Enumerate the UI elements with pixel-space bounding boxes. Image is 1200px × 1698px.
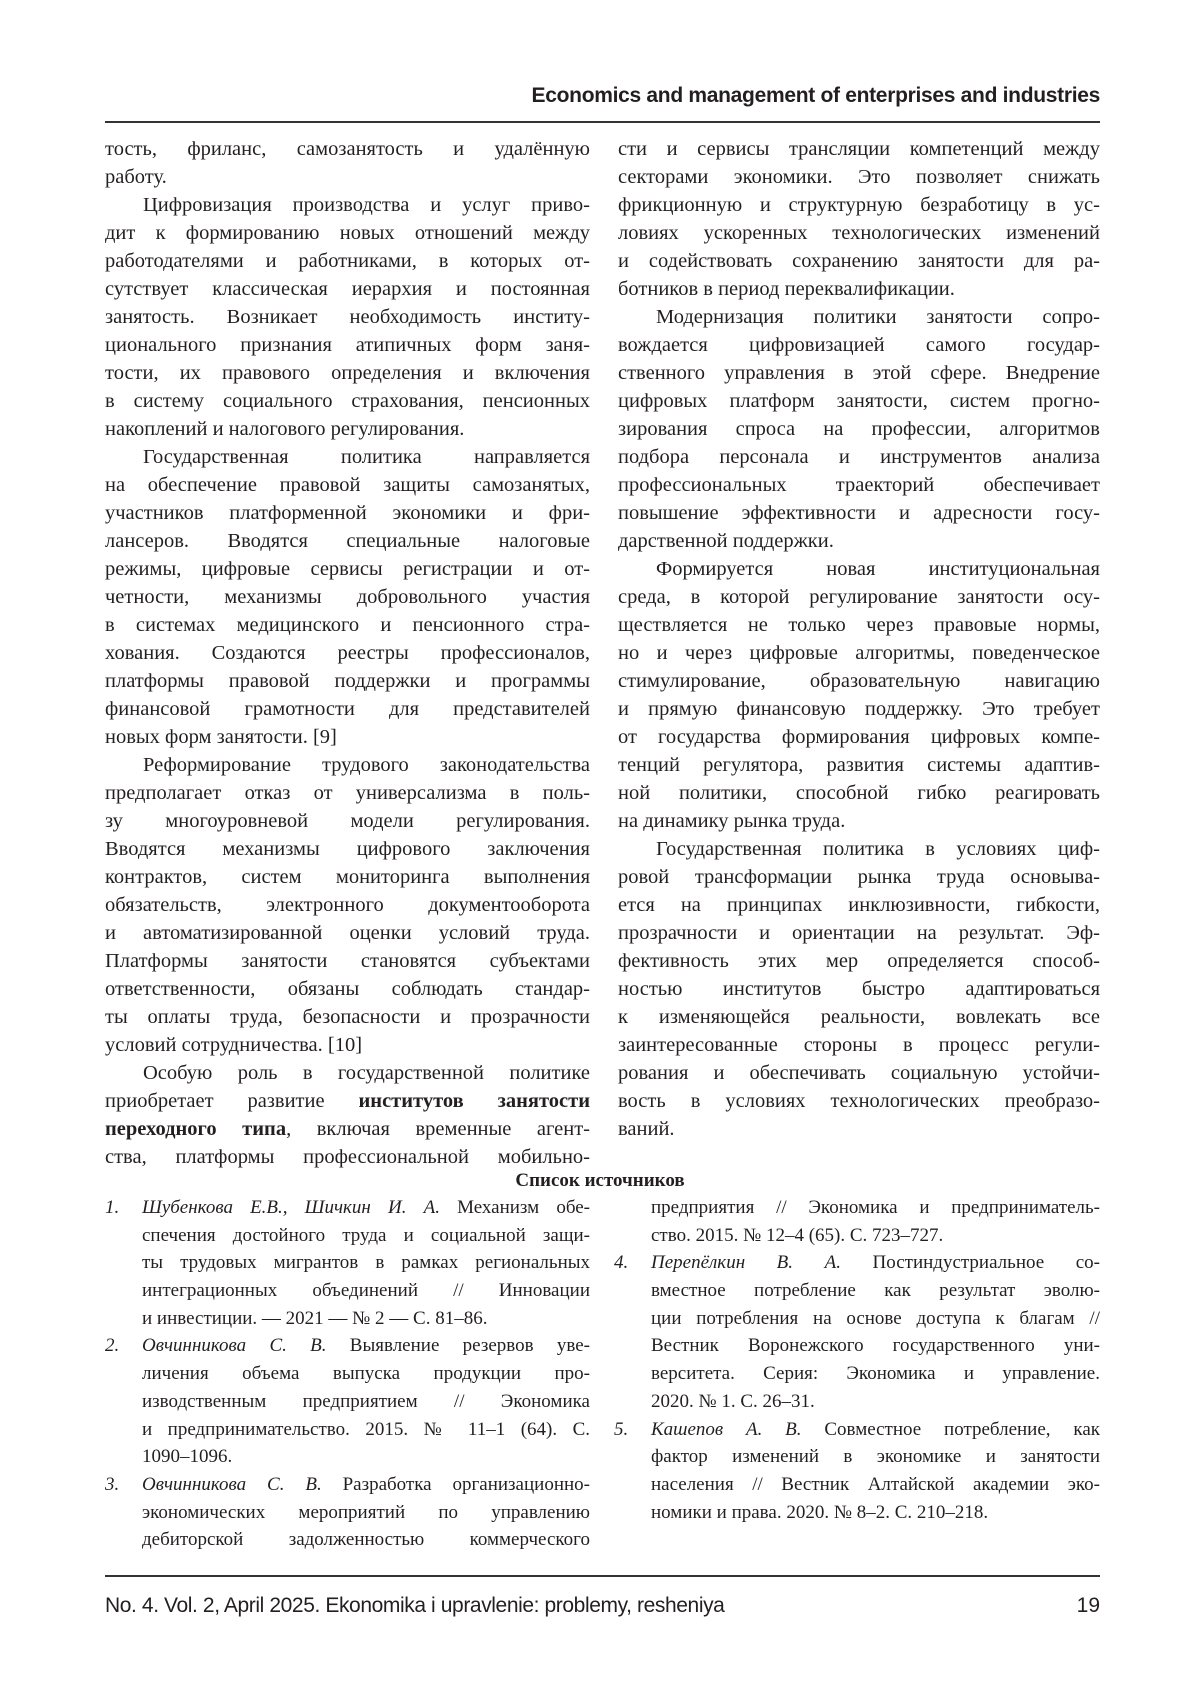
text-line [618, 443, 1100, 471]
reference-line [105, 1471, 590, 1499]
line-text: зирования спроса на профессии, алгоритмов [618, 418, 1100, 440]
text-line [105, 443, 590, 471]
text-line [618, 695, 1100, 723]
text-line [618, 947, 1100, 975]
line-text: сти и сервисы трансляции компетенций между [618, 138, 1100, 160]
reference-line [614, 1416, 1100, 1444]
text-line [618, 359, 1100, 387]
line-text: предприятия // Экономика и предприниматель- [651, 1197, 1100, 1218]
text-line [105, 639, 590, 667]
reference-text [142, 1471, 590, 1499]
text-line [105, 807, 590, 835]
text-line [618, 975, 1100, 1003]
reference-line [105, 1277, 590, 1305]
text-line [105, 723, 590, 751]
line-text: на динамику рынка труда. [618, 810, 845, 832]
reference-line [614, 1305, 1100, 1333]
line-text: Разработка организационно- [322, 1474, 590, 1495]
header-rule [105, 121, 1100, 123]
reference-item [614, 1194, 1100, 1249]
line-text: интеграционных объединений // Инновации [142, 1280, 590, 1301]
line-text: от государства формирования цифровых компе- [618, 726, 1100, 748]
line-text: профессиональных траекторий обеспечивает [618, 474, 1100, 496]
reference-text [142, 1388, 590, 1416]
reference-line [105, 1499, 590, 1527]
text-line [618, 919, 1100, 947]
page-number: 19 [1077, 1594, 1100, 1618]
text-line [618, 415, 1100, 443]
line-text: вость в условиях технологических преобразо- [618, 1090, 1100, 1112]
text-line [618, 555, 1100, 583]
line-text: ционального признания атипичных форм заня- [105, 334, 590, 356]
text-line [105, 667, 590, 695]
line-text: и прямую финансовую поддержку. Это требует [618, 698, 1100, 720]
text-line [618, 499, 1100, 527]
author-names: Шубенкова Е.В., Шичкин И. А. [142, 1197, 440, 1218]
text-line [618, 387, 1100, 415]
text-line [105, 219, 590, 247]
reference-text [651, 1471, 1100, 1499]
text-line [105, 583, 590, 611]
line-text: приобретает развитие [105, 1090, 358, 1112]
reference-line [614, 1471, 1100, 1499]
author-names: Овчинникова С. В. [142, 1474, 322, 1495]
line-text: работодателями и работниками, в которых от- [105, 250, 590, 272]
line-text: Особую роль в государственной политике [143, 1062, 590, 1084]
reference-text [651, 1360, 1100, 1388]
line-text: повышение эффективности и адресности госу- [618, 502, 1100, 524]
text-line [105, 135, 590, 163]
text-line [618, 527, 1100, 555]
line-text: фактор изменений в экономике и занятости [651, 1446, 1100, 1467]
paragraph [618, 555, 1100, 835]
text-line [618, 219, 1100, 247]
line-text: платформы правовой поддержки и программы [105, 670, 590, 692]
line-text: ваний. [618, 1118, 675, 1140]
line-text: Модернизация политики занятости сопро- [656, 306, 1100, 328]
reference-text [142, 1305, 590, 1333]
text-line [618, 331, 1100, 359]
line-text: Выявление резервов уве- [327, 1335, 590, 1356]
line-text: Постиндустриальное со- [841, 1252, 1100, 1273]
reference-number: 1. [105, 1194, 119, 1222]
reference-text [651, 1194, 1100, 1222]
line-text: дебиторской задолженностью коммерческого [142, 1529, 590, 1550]
reference-number: 2. [105, 1332, 119, 1360]
text-line [618, 191, 1100, 219]
line-text: ществляется не только через правовые нормы, [618, 614, 1100, 636]
running-title: Economics and management of enterprises and industries [532, 84, 1100, 108]
reference-number: 5. [614, 1416, 628, 1444]
line-text: ответственности, обязаны соблюдать стандар- [105, 978, 590, 1000]
line-text: Реформирование трудового законодательства [143, 754, 590, 776]
line-text: но и через цифровые алгоритмы, поведенческое [618, 642, 1100, 664]
reference-text [651, 1222, 1100, 1250]
text-line [105, 163, 590, 191]
reference-text [651, 1443, 1100, 1471]
text-line [618, 275, 1100, 303]
line-text: и предпринимательство. 2015. № 11–1 (64). С. [142, 1419, 590, 1440]
line-text: ной политики, способной гибко реагировать [618, 782, 1100, 804]
reference-text [142, 1249, 590, 1277]
reference-line [105, 1249, 590, 1277]
reference-line [614, 1360, 1100, 1388]
line-text: ботников в период переквалификации. [618, 278, 955, 300]
line-text: спечения достойного труда и социальной защи- [142, 1225, 590, 1246]
reference-number: 4. [614, 1249, 628, 1277]
reference-line [614, 1277, 1100, 1305]
paragraph [105, 135, 590, 191]
paragraph [105, 443, 590, 751]
text-line [105, 247, 590, 275]
text-line [105, 331, 590, 359]
reference-text [651, 1249, 1100, 1277]
reference-line [105, 1388, 590, 1416]
line-text: зу многоуровневой модели регулирования. [105, 810, 590, 832]
line-text: Цифровизация производства и услуг приво- [143, 194, 590, 216]
footer-rule [105, 1575, 1100, 1577]
line-text: дарственной поддержки. [618, 530, 834, 552]
line-text: в систему социального страхования, пенсионных [105, 390, 590, 412]
references-column-left [105, 1194, 590, 1554]
line-text: 1090–1096. [142, 1446, 232, 1467]
line-text: экономических мероприятий по управлению [142, 1502, 590, 1523]
reference-text [142, 1277, 590, 1305]
reference-number: 3. [105, 1471, 119, 1499]
line-text: тости, их правового определения и включения [105, 362, 590, 384]
line-text: ется на принципах инклюзивности, гибкости, [618, 894, 1100, 916]
text-line [618, 1031, 1100, 1059]
text-line [618, 723, 1100, 751]
line-text: ственного управления в этой сфере. Внедрение [618, 362, 1100, 384]
reference-text [142, 1526, 590, 1554]
reference-line [105, 1332, 590, 1360]
reference-item [105, 1194, 590, 1332]
line-text: ты оплаты труда, безопасности и прозрачности [105, 1006, 590, 1028]
line-text: новых форм занятости. [9] [105, 726, 337, 748]
line-text: ловиях ускоренных технологических изменений [618, 222, 1100, 244]
reference-text [651, 1332, 1100, 1360]
paragraph [618, 303, 1100, 555]
line-text: Вводятся механизмы цифрового заключения [105, 838, 590, 860]
reference-text [142, 1443, 590, 1471]
text-line [618, 303, 1100, 331]
line-text: ство. 2015. № 12–4 (65). С. 723–727. [651, 1225, 943, 1246]
text-line [105, 275, 590, 303]
line-text: к изменяющейся реальности, вовлекать все [618, 1006, 1100, 1028]
line-text: стимулирование, образовательную навигацию [618, 670, 1100, 692]
text-line [105, 835, 590, 863]
text-line [105, 303, 590, 331]
reference-line [105, 1526, 590, 1554]
text-line [105, 555, 590, 583]
reference-line [614, 1499, 1100, 1527]
text-line [105, 695, 590, 723]
line-text: 2020. № 1. С. 26–31. [651, 1391, 815, 1412]
line-text: фективность этих мер определяется способ- [618, 950, 1100, 972]
text-line [618, 639, 1100, 667]
footer-issue-line: No. 4. Vol. 2, April 2025. Ekonomika i upravlenie: problemy, resheniya [105, 1594, 724, 1618]
line-text: ты трудовых мигрантов в рамках региональных [142, 1252, 590, 1273]
line-text: режимы, цифровые сервисы регистрации и от- [105, 558, 590, 580]
author-names: Перепёлкин В. А. [651, 1252, 841, 1273]
reference-text [142, 1222, 590, 1250]
reference-line [105, 1360, 590, 1388]
line-text: Вестник Воронежского государственного уни- [651, 1335, 1100, 1356]
line-text: фрикционную и структурную безработицу в ус- [618, 194, 1100, 216]
line-text: накоплений и налогового регулирования. [105, 418, 464, 440]
line-text: предполагает отказ от универсализма в поль- [105, 782, 590, 804]
text-line [618, 667, 1100, 695]
reference-text [142, 1194, 590, 1222]
reference-item [105, 1471, 590, 1554]
line-text: на обеспечение правовой защиты самозанятых, [105, 474, 590, 496]
reference-text [651, 1277, 1100, 1305]
line-text: верситета. Серия: Экономика и управление. [651, 1363, 1100, 1384]
line-text: четности, механизмы добровольного участия [105, 586, 590, 608]
reference-line [614, 1332, 1100, 1360]
reference-line [614, 1194, 1100, 1222]
line-text: прозрачности и ориентации на результат. Эф- [618, 922, 1100, 944]
line-text: среда, в которой регулирование занятости осу- [618, 586, 1100, 608]
reference-line [614, 1222, 1100, 1250]
text-line [618, 1059, 1100, 1087]
text-line [105, 863, 590, 891]
text-line [105, 191, 590, 219]
line-text: в системах медицинского и пенсионного стра- [105, 614, 590, 636]
reference-text [142, 1499, 590, 1527]
text-line [618, 1087, 1100, 1115]
line-text: населения // Вестник Алтайской академии эко- [651, 1474, 1100, 1495]
author-names: Кашепов А. В. [651, 1419, 802, 1440]
text-line [105, 499, 590, 527]
reference-item [614, 1416, 1100, 1527]
reference-item [105, 1332, 590, 1470]
line-text: ровой трансформации рынка труда основыва- [618, 866, 1100, 888]
text-line [105, 415, 590, 443]
reference-text [651, 1499, 1100, 1527]
reference-line [105, 1305, 590, 1333]
text-line [105, 1059, 590, 1087]
line-text: вместное потребление как результат эволю- [651, 1280, 1100, 1301]
bold-text: институтов занятости [358, 1090, 590, 1112]
text-line [105, 779, 590, 807]
text-line [618, 835, 1100, 863]
reference-line [614, 1388, 1100, 1416]
reference-line [105, 1194, 590, 1222]
line-text: обязательств, электронного документооборота [105, 894, 590, 916]
paragraph [618, 135, 1100, 303]
line-text: занятость. Возникает необходимость институ- [105, 306, 590, 328]
reference-line [105, 1222, 590, 1250]
references-title: Список источников [0, 1170, 1200, 1192]
text-line [105, 919, 590, 947]
paragraph [105, 1059, 590, 1171]
line-text: Механизм обе- [440, 1197, 590, 1218]
text-line [618, 863, 1100, 891]
text-line [618, 1003, 1100, 1031]
line-text: ностью институтов быстро адаптироваться [618, 978, 1100, 1000]
line-text: изводственным предприятием // Экономика [142, 1391, 590, 1412]
line-text: Государственная политика направляется [143, 446, 590, 468]
text-line [618, 471, 1100, 499]
line-text: заинтересованные стороны в процесс регули- [618, 1034, 1100, 1056]
line-text: подбора персонала и инструментов анализа [618, 446, 1100, 468]
text-line [105, 1031, 590, 1059]
line-text: лансеров. Вводятся специальные налоговые [105, 530, 590, 552]
line-text: и содействовать сохранению занятости для ра- [618, 250, 1100, 272]
reference-text [142, 1360, 590, 1388]
line-text: тенций регулятора, развития системы адаптив- [618, 754, 1100, 776]
reference-text [651, 1305, 1100, 1333]
text-line [105, 1115, 590, 1143]
line-text: условий сотрудничества. [10] [105, 1034, 362, 1056]
line-text: номики и права. 2020. № 8–2. С. 210–218. [651, 1502, 988, 1523]
line-text: , включая временные агент- [286, 1118, 590, 1140]
text-line [105, 1087, 590, 1115]
text-line [105, 611, 590, 639]
paragraph [105, 751, 590, 1059]
text-line [105, 359, 590, 387]
reference-line [105, 1416, 590, 1444]
text-line [618, 583, 1100, 611]
line-text: Совместное потребление, как [802, 1419, 1100, 1440]
line-text: ства, платформы профессиональной мобильно- [105, 1146, 590, 1168]
reference-line [614, 1443, 1100, 1471]
line-text: работу. [105, 166, 167, 188]
line-text: контрактов, систем мониторинга выполнения [105, 866, 590, 888]
text-line [618, 135, 1100, 163]
line-text: цифровых платформ занятости, систем прогно- [618, 390, 1100, 412]
line-text: финансовой грамотности для представителей [105, 698, 590, 720]
text-line [618, 163, 1100, 191]
reference-text [651, 1416, 1100, 1444]
line-text: сутствует классическая иерархия и постоянная [105, 278, 590, 300]
line-text: хования. Создаются реестры профессионалов, [105, 642, 590, 664]
line-text: рования и обеспечивать социальную устойчи- [618, 1062, 1100, 1084]
text-line [618, 751, 1100, 779]
paragraph [105, 191, 590, 443]
article-column-right [618, 135, 1100, 1143]
line-text: вождается цифровизацией самого государ- [618, 334, 1100, 356]
line-text: участников платформенной экономики и фри- [105, 502, 590, 524]
line-text: и автоматизированной оценки условий труда. [105, 922, 590, 944]
text-line [105, 975, 590, 1003]
author-names: Овчинникова С. В. [142, 1335, 327, 1356]
article-column-left [105, 135, 590, 1171]
line-text: Государственная политика в условиях циф- [656, 838, 1100, 860]
text-line [105, 1003, 590, 1031]
line-text: секторами экономики. Это позволяет снижать [618, 166, 1100, 188]
text-line [105, 1143, 590, 1171]
text-line [105, 471, 590, 499]
line-text: Формируется новая институциональная [656, 558, 1100, 580]
line-text: дит к формированию новых отношений между [105, 222, 590, 244]
text-line [618, 779, 1100, 807]
text-line [105, 387, 590, 415]
reference-text [651, 1388, 1100, 1416]
text-line [105, 947, 590, 975]
reference-text [142, 1416, 590, 1444]
text-line [618, 891, 1100, 919]
paragraph [618, 835, 1100, 1143]
line-text: и инвестиции. — 2021 — № 2 — С. 81–86. [142, 1308, 487, 1329]
text-line [618, 611, 1100, 639]
line-text: Платформы занятости становятся субъектами [105, 950, 590, 972]
line-text: личения объема выпуска продукции про- [142, 1363, 590, 1384]
line-text: ции потребления на основе доступа к благам // [651, 1308, 1100, 1329]
text-line [618, 807, 1100, 835]
reference-item [614, 1249, 1100, 1415]
references-column-right [614, 1194, 1100, 1526]
text-line [618, 247, 1100, 275]
text-line [105, 527, 590, 555]
reference-line [105, 1443, 590, 1471]
reference-text [142, 1332, 590, 1360]
reference-line [614, 1249, 1100, 1277]
text-line [105, 891, 590, 919]
text-line [105, 751, 590, 779]
text-line [618, 1115, 1100, 1143]
line-text: тость, фриланс, самозанятость и удалённую [105, 138, 590, 160]
bold-text: переходного типа [105, 1118, 286, 1140]
